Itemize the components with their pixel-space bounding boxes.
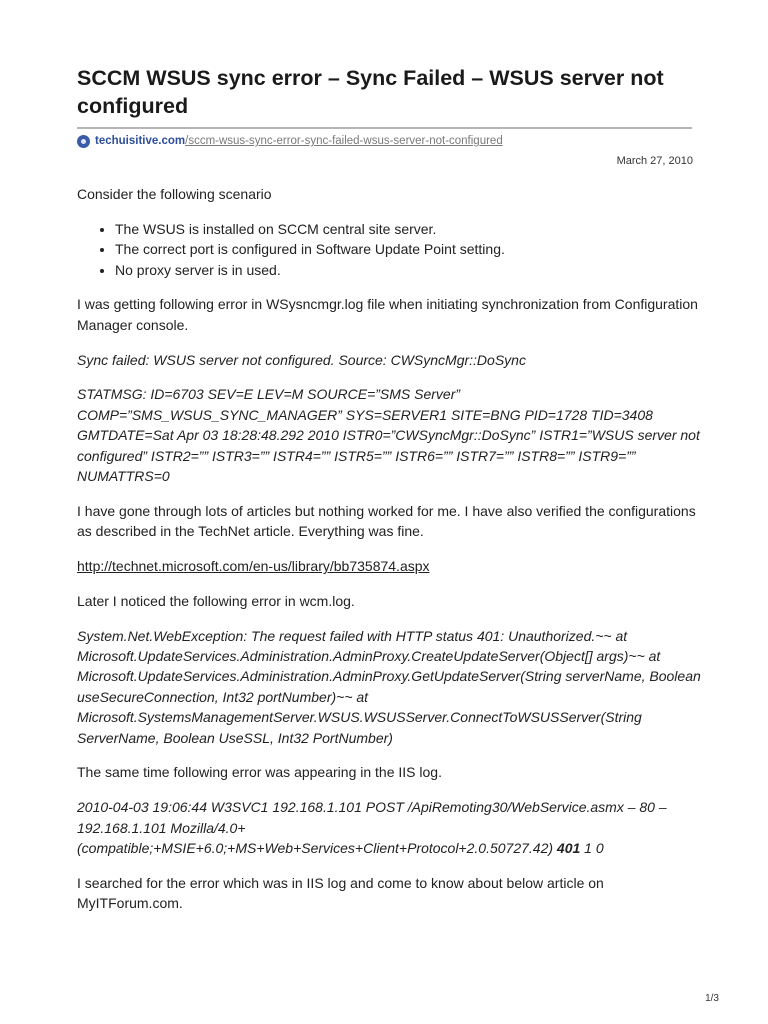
error-message: Sync failed: WSUS server not configured. Source: CWSyncMgr::DoSync (77, 351, 526, 368)
paragraph: I searched for the error which was in IIS log and come to know about below article on MyITForum.com. (77, 874, 604, 912)
paragraph: I was getting following error in WSysncmgr.log file when initiating synchronization from Configuration Manager console. (77, 296, 698, 333)
source-path[interactable]: /sccm-wsus-sync-error-sync-failed-wsus-server-not-configured (185, 135, 503, 147)
paragraph: Later I noticed the following error in wcm.log. (77, 592, 355, 609)
scenario-list (77, 219, 707, 280)
link-paragraph (77, 556, 707, 576)
source-domain[interactable]: techuisitive.com (95, 135, 186, 147)
site-favicon-icon (77, 135, 90, 148)
intro-paragraph: Consider the following scenario (77, 186, 272, 202)
paragraph: The same time following error was appearing in the IIS log. (77, 764, 442, 781)
article-body (77, 184, 707, 928)
iis-log-text: 2010-04-03 19:06:44 W3SVC1 192.168.1.101 POST /ApiRemoting30/WebService.asmx – 80 – 192.168.1.101 Mozilla/4.0+ (compatible;+MSIE+6.0;+MS+Web+Services+Client+Protocol+2.0.50727.42) (77, 799, 667, 857)
source-url[interactable] (77, 133, 503, 149)
iis-log (77, 797, 707, 858)
exception-log: System.Net.WebException: The request failed with HTTP status 401: Unauthorized.~~ at Microsoft.UpdateServices.Administration.AdminProxy.CreateUpdateServer(Object[] args)~~ at Microsoft.UpdateServices.Administration.AdminProxy.GetUpdateServer(String serverName, Boolean useSecureConnection, Int32 portNumber)~~ at Microsoft.SystemsManagementServer.WSUS.WSUSServer.ConnectToWSUSServer(String ServerName, Boolean UseSSL, Int32 PortNumber) (77, 627, 701, 746)
iis-status-code: 401 (556, 840, 581, 857)
paragraph: I have gone through lots of articles but nothing worked for me. I have also verified the configurations as described in the TechNet article. Everything was fine. (77, 502, 696, 540)
statmsg-log: STATMSG: ID=6703 SEV=E LEV=M SOURCE=”SMS Server” COMP=”SMS_WSUS_SYNC_MANAGER” SYS=SERVER1 SITE=BNG PID=1728 TID=3408 GMTDATE=Sat Apr 03 18:28:48.292 2010 ISTR0=”CWSyncMgr::DoSync” ISTR1=”WSUS server not configured” ISTR2=”” ISTR3=”” ISTR4=”” ISTR5=”” ISTR6=”” ISTR7=”” ISTR8=”” ISTR9=”” NUMATTRS=0 (77, 386, 700, 485)
iis-log-tail: 1 0 (584, 840, 604, 857)
title-divider (77, 127, 692, 129)
list-item: • The WSUS is installed on SCCM central site server. (115, 219, 707, 239)
page-number: 1/3 (705, 993, 719, 1004)
list-item: • No proxy server is in used. (115, 260, 707, 280)
article-title: SCCM WSUS sync error – Sync Failed – WSUS server not configured (77, 66, 664, 118)
article-date: March 27, 2010 (616, 155, 693, 167)
list-item: • The correct port is configured in Software Update Point setting. (115, 239, 707, 259)
technet-link[interactable]: http://technet.microsoft.com/en-us/library/bb735874.aspx (77, 558, 430, 575)
